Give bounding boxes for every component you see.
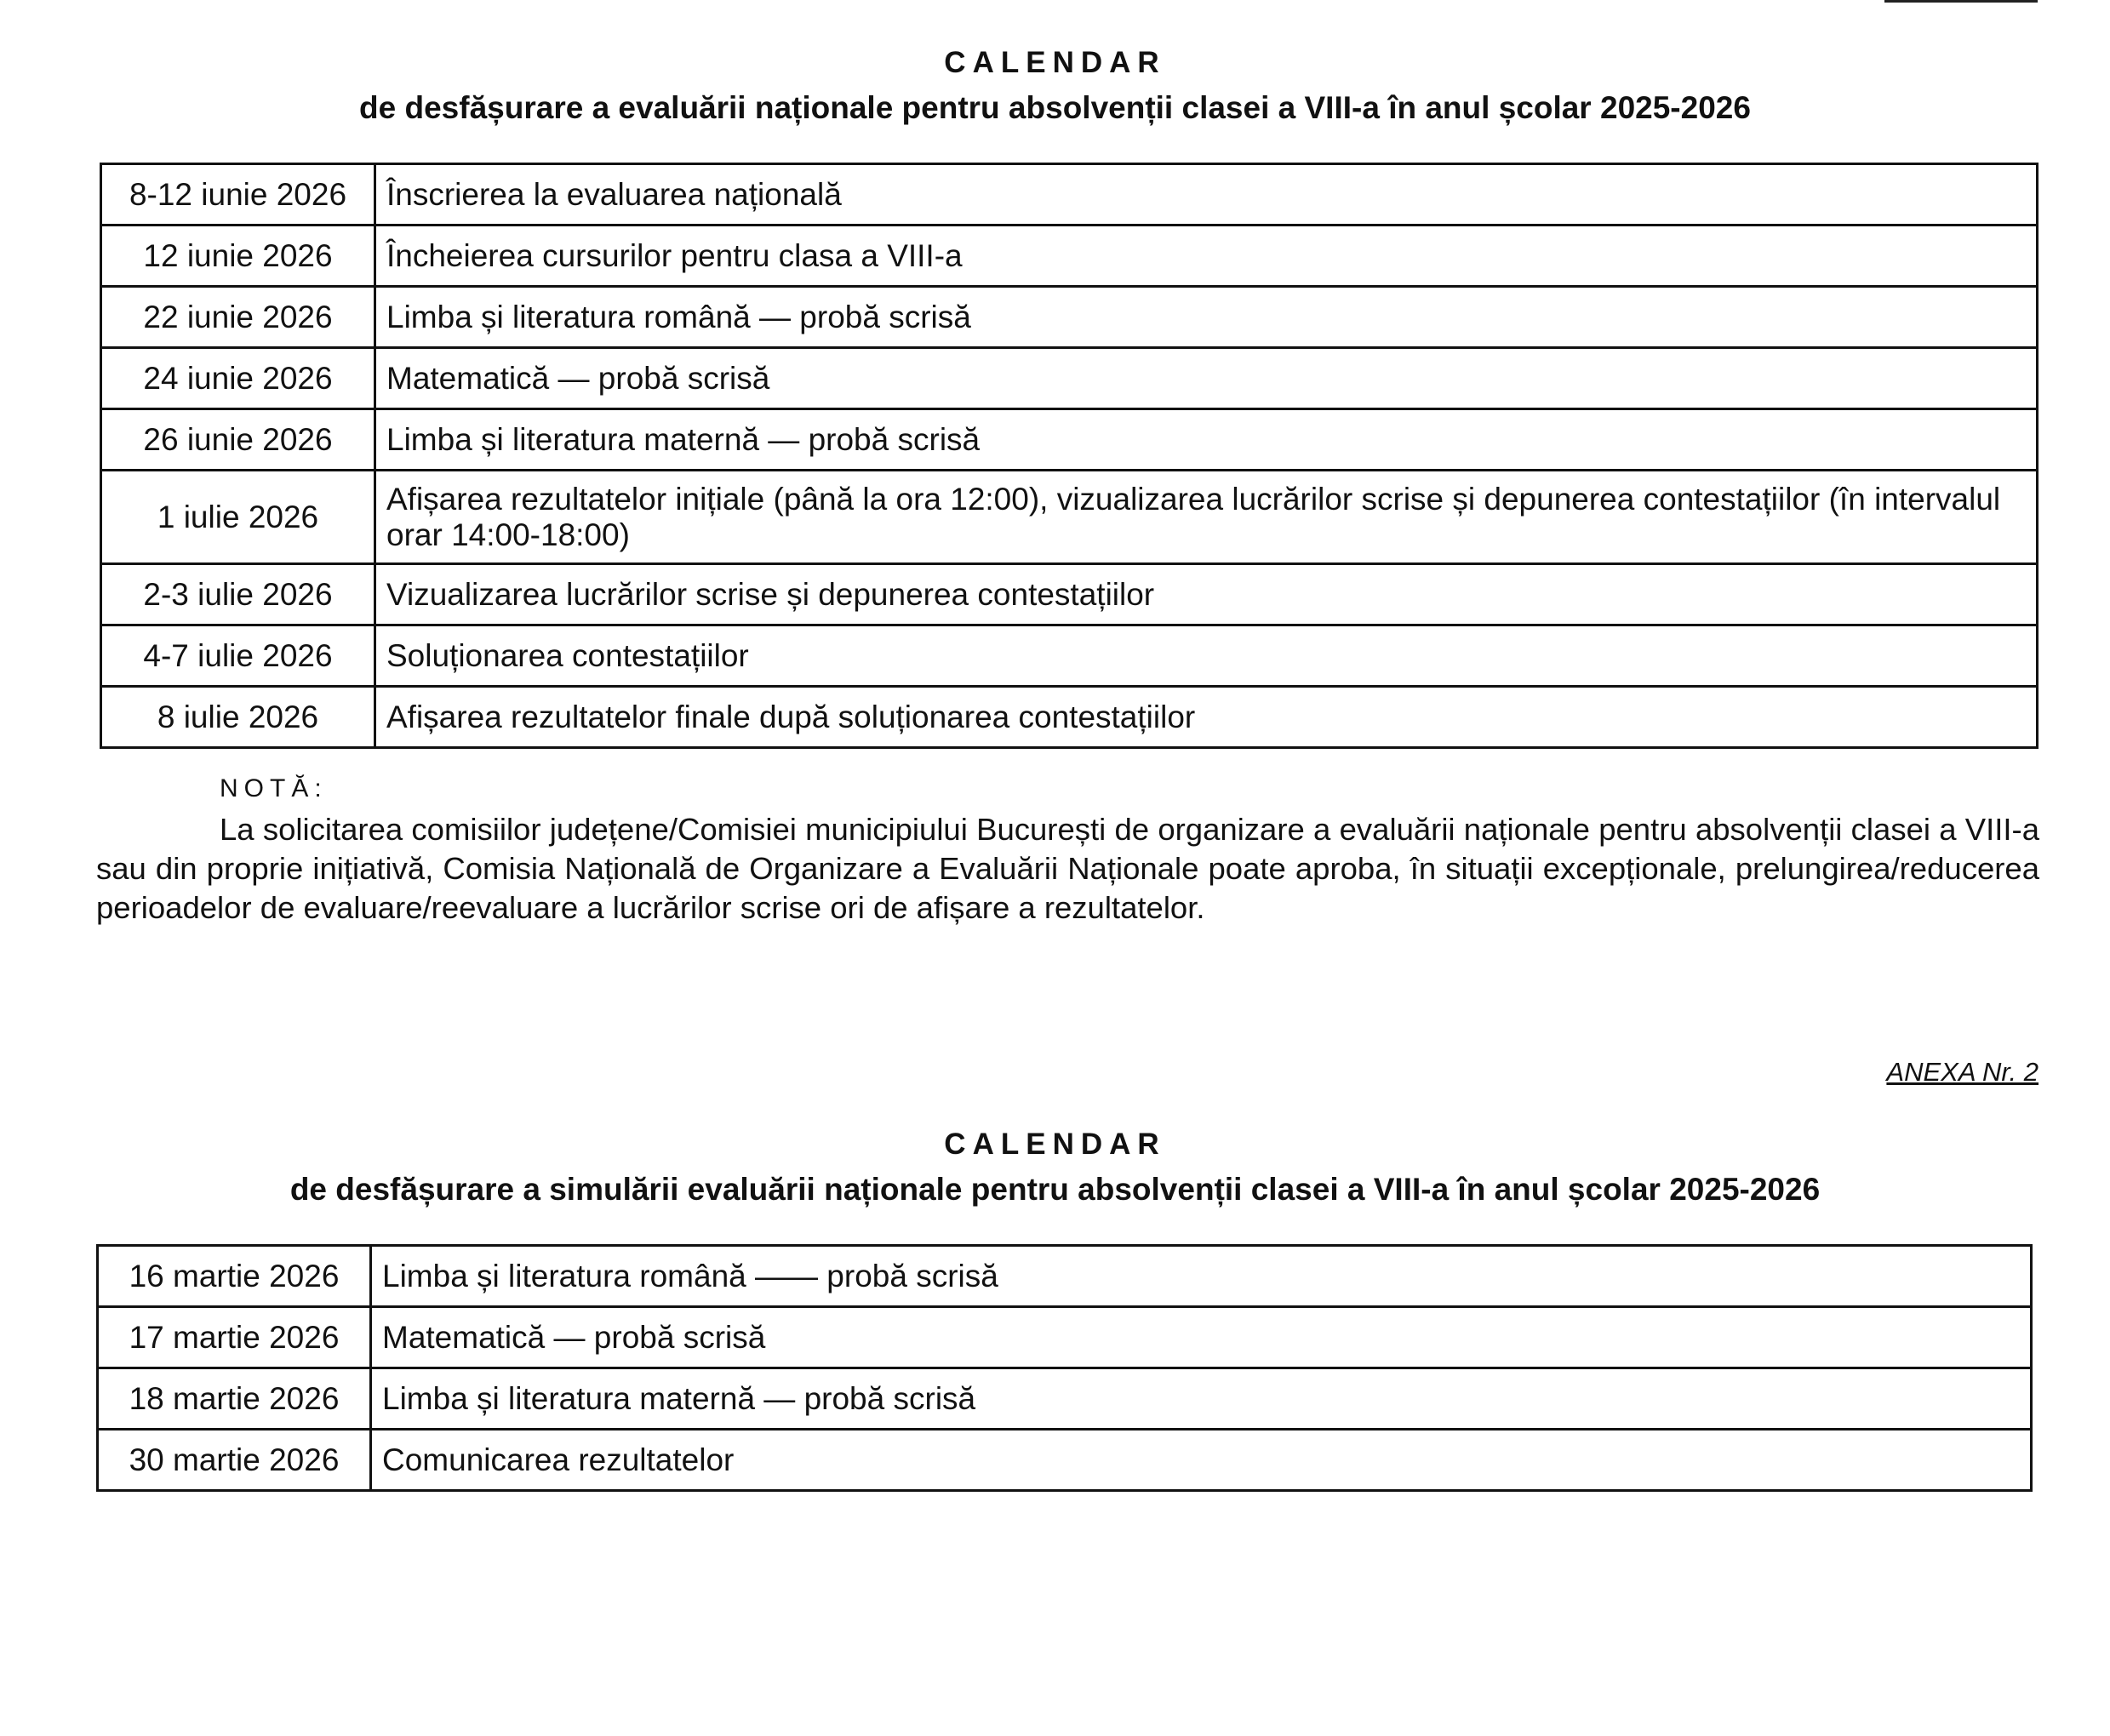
calendar2-row xyxy=(98,1246,2032,1307)
row-event: Afișarea rezultatelor finale după soluționarea contestațiilor xyxy=(375,687,2038,748)
annex-label: ANEXA Nr. 2 xyxy=(1886,1057,2039,1087)
row-date: 1 iulie 2026 xyxy=(101,471,375,564)
note-label: NOTĂ: xyxy=(220,774,328,802)
row-date: 8 iulie 2026 xyxy=(101,687,375,748)
row-event: Limba și literatura maternă — probă scrisă xyxy=(375,409,2038,471)
row-date: 4-7 iulie 2026 xyxy=(101,625,375,687)
calendar2-title: CALENDAR xyxy=(944,1128,1166,1161)
calendar2-row xyxy=(98,1368,2032,1430)
calendar1-table xyxy=(100,163,2039,749)
calendar1-row xyxy=(101,348,2038,409)
row-date: 2-3 iulie 2026 xyxy=(101,564,375,625)
row-event: Înscrierea la evaluarea națională xyxy=(375,164,2038,226)
row-date: 16 martie 2026 xyxy=(98,1246,371,1307)
calendar1-row xyxy=(101,471,2038,564)
calendar1-title: CALENDAR xyxy=(944,46,1166,79)
calendar1-row xyxy=(101,564,2038,625)
calendar1-row xyxy=(101,687,2038,748)
row-date: 12 iunie 2026 xyxy=(101,226,375,287)
calendar1-row xyxy=(101,226,2038,287)
row-date: 24 iunie 2026 xyxy=(101,348,375,409)
calendar2-row xyxy=(98,1430,2032,1491)
calendar1-row xyxy=(101,287,2038,348)
calendar1-row xyxy=(101,164,2038,226)
row-date: 26 iunie 2026 xyxy=(101,409,375,471)
row-date: 8-12 iunie 2026 xyxy=(101,164,375,226)
calendar1-row xyxy=(101,409,2038,471)
row-date: 18 martie 2026 xyxy=(98,1368,371,1430)
calendar2-row xyxy=(98,1307,2032,1368)
row-event: Matematică — probă scrisă xyxy=(371,1307,2032,1368)
note-text: La solicitarea comisiilor județene/Comisiei municipiului București de organizare a evaluării naționale pentru absolvenții clasei a VIII-a sau din proprie inițiativă, Comisia Națională de Organizare a Evaluării Naționale poate aproba, în situații excepționale, prelungirea/reducerea perioadelor de evaluare/reevaluare a lucrărilor scrise ori de afișare a rezultatelor. xyxy=(96,812,2039,925)
row-event: Limba și literatura română —— probă scrisă xyxy=(371,1246,2032,1307)
row-event: Limba și literatura maternă — probă scrisă xyxy=(371,1368,2032,1430)
row-event: Limba și literatura română — probă scrisă xyxy=(375,287,2038,348)
calendar1-subtitle: de desfășurare a evaluării naționale pentru absolvenții clasei a VIII-a în anul școlar 2025-2026 xyxy=(359,90,1751,125)
row-event: Soluționarea contestațiilor xyxy=(375,625,2038,687)
row-date: 17 martie 2026 xyxy=(98,1307,371,1368)
row-event: Afișarea rezultatelor inițiale (până la ora 12:00), vizualizarea lucrărilor scrise și depunerea contestațiilor (în intervalul orar 14:00-18:00) xyxy=(375,471,2038,564)
row-event: Încheierea cursurilor pentru clasa a VIII-a xyxy=(375,226,2038,287)
calendar2-table xyxy=(96,1244,2033,1492)
row-event: Vizualizarea lucrărilor scrise și depunerea contestațiilor xyxy=(375,564,2038,625)
row-event: Matematică — probă scrisă xyxy=(375,348,2038,409)
calendar2-subtitle: de desfășurare a simulării evaluării naționale pentru absolvenții clasei a VIII-a în anul școlar 2025-2026 xyxy=(289,1172,1821,1207)
row-event: Comunicarea rezultatelor xyxy=(371,1430,2032,1491)
top-rule xyxy=(1884,0,2038,3)
row-date: 22 iunie 2026 xyxy=(101,287,375,348)
calendar1-row xyxy=(101,625,2038,687)
row-date: 30 martie 2026 xyxy=(98,1430,371,1491)
